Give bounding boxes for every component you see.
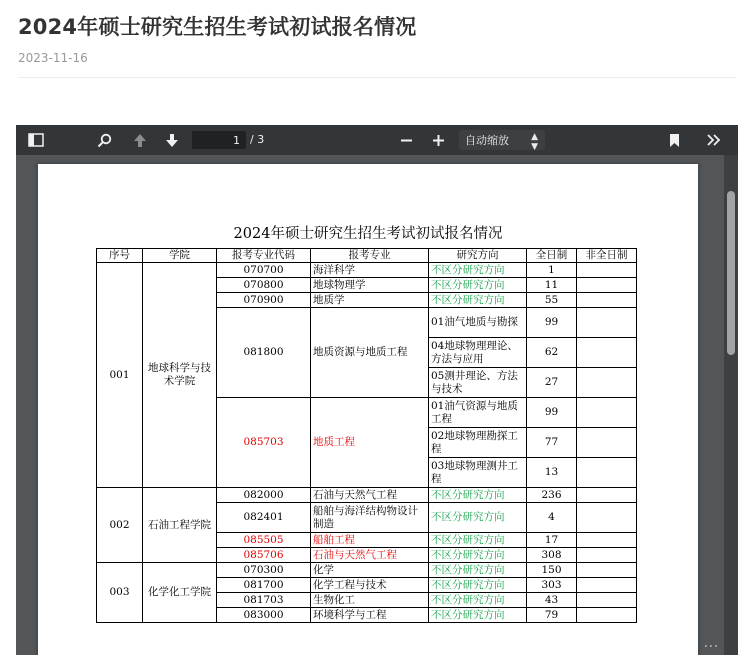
parttime-count [577,608,637,623]
major-code: 083000 [217,608,311,623]
find-button[interactable] [94,130,114,150]
header-cell: 报考专业代码 [217,249,311,263]
major-name: 化学 [311,563,429,578]
parttime-count [577,338,637,368]
major-name: 化学工程与技术 [311,578,429,593]
parttime-count [577,533,637,548]
parttime-count [577,503,637,533]
research-direction: 不区分研究方向 [429,503,527,533]
parttime-count [577,563,637,578]
fulltime-count: 150 [527,563,577,578]
arrow-down-icon [165,133,179,148]
pdf-toolbar [16,125,738,155]
fulltime-count: 308 [527,548,577,563]
major-name: 地质资源与地质工程 [311,308,429,398]
research-direction: 不区分研究方向 [429,578,527,593]
fulltime-count: 11 [527,278,577,293]
parttime-count [577,488,637,503]
research-direction: 不区分研究方向 [429,608,527,623]
research-direction: 01油气地质与勘探 [429,308,527,338]
table-header-row [97,249,637,263]
next-page-button[interactable] [162,130,182,150]
parttime-count [577,548,637,563]
article-title: 2024年硕士研究生招生考试初试报名情况 [18,15,417,39]
major-name: 地质工程 [311,398,429,488]
major-name: 生物化工 [311,593,429,608]
research-direction: 不区分研究方向 [429,593,527,608]
major-code: 082000 [217,488,311,503]
zoom-select[interactable] [459,130,545,150]
plus-icon [432,134,445,147]
research-direction: 不区分研究方向 [429,278,527,293]
arrow-up-icon [133,133,147,148]
fulltime-count: 99 [527,398,577,428]
major-code: 085703 [217,398,311,488]
scrollbar-thumb[interactable] [727,191,735,355]
major-code: 082401 [217,503,311,533]
row-number: 002 [97,488,143,563]
header-cell: 学院 [143,249,217,263]
research-direction: 不区分研究方向 [429,488,527,503]
article-date: 2023-11-16 [18,51,88,65]
fulltime-count: 99 [527,308,577,338]
divider [18,77,736,78]
search-icon [97,133,112,148]
admissions-table [96,248,637,623]
fulltime-count: 17 [527,533,577,548]
page-total: / 3 [250,133,265,146]
zoom-in-button[interactable] [428,130,448,150]
major-code: 081703 [217,593,311,608]
header-cell: 非全日制 [577,249,637,263]
college-name: 地球科学与技术学院 [143,263,217,488]
scrollbar-track[interactable] [724,155,738,655]
header-cell: 研究方向 [429,249,527,263]
parttime-count [577,278,637,293]
parttime-count [577,428,637,458]
fulltime-count: 236 [527,488,577,503]
major-code: 070900 [217,293,311,308]
research-direction: 02地球物理勘探工程 [429,428,527,458]
parttime-count [577,263,637,278]
bookmark-button[interactable] [664,130,684,150]
parttime-count [577,578,637,593]
fulltime-count: 55 [527,293,577,308]
fulltime-count: 27 [527,368,577,398]
header-cell: 全日制 [527,249,577,263]
header-cell: 序号 [97,249,143,263]
double-chevron-icon [706,133,722,147]
header-cell: 报考专业 [311,249,429,263]
fulltime-count: 62 [527,338,577,368]
zoom-value: 自动缩放 [465,134,509,147]
parttime-count [577,293,637,308]
fulltime-count: 43 [527,593,577,608]
major-code: 070800 [217,278,311,293]
research-direction: 不区分研究方向 [429,293,527,308]
major-name: 地球物理学 [311,278,429,293]
parttime-count [577,368,637,398]
major-name: 海洋科学 [311,263,429,278]
research-direction: 05测井理论、方法与技术 [429,368,527,398]
fulltime-count: 303 [527,578,577,593]
research-direction: 不区分研究方向 [429,563,527,578]
major-code: 081700 [217,578,311,593]
fulltime-count: 77 [527,428,577,458]
college-name: 石油工程学院 [143,488,217,563]
research-direction: 03地球物理测井工程 [429,458,527,488]
pdf-page [38,164,698,655]
research-direction: 不区分研究方向 [429,548,527,563]
zoom-out-button[interactable] [396,130,416,150]
previous-page-button[interactable] [130,130,150,150]
table-row [97,488,637,503]
major-code: 085706 [217,548,311,563]
toggle-sidebar-button[interactable] [26,130,46,150]
major-code: 070700 [217,263,311,278]
fulltime-count: 79 [527,608,577,623]
watermark: … [704,633,720,651]
major-name: 石油与天然气工程 [311,488,429,503]
major-name: 石油与天然气工程 [311,548,429,563]
major-name: 地质学 [311,293,429,308]
research-direction: 01油气资源与地质工程 [429,398,527,428]
page-number-input[interactable] [192,131,246,149]
research-direction: 不区分研究方向 [429,533,527,548]
major-name: 环境科学与工程 [311,608,429,623]
fulltime-count: 1 [527,263,577,278]
major-code: 085505 [217,533,311,548]
tools-button[interactable] [704,130,724,150]
fulltime-count: 4 [527,503,577,533]
major-code: 081800 [217,308,311,398]
research-direction: 不区分研究方向 [429,263,527,278]
fulltime-count: 13 [527,458,577,488]
major-code: 070300 [217,563,311,578]
table-row [97,263,637,278]
row-number: 003 [97,563,143,623]
research-direction: 04地球物理理论、方法与应用 [429,338,527,368]
minus-icon [400,134,413,147]
row-number: 001 [97,263,143,488]
parttime-count [577,308,637,338]
major-name: 船舶工程 [311,533,429,548]
updown-caret-icon: ▲ ▼ [531,132,538,152]
pdf-viewer [16,125,738,655]
college-name: 化学化工学院 [143,563,217,623]
table-row [97,563,637,578]
parttime-count [577,398,637,428]
document-title: 2024年硕士研究生招生考试初试报名情况 [233,226,503,242]
bookmark-icon [669,133,680,148]
major-name: 船舶与海洋结构物设计制造 [311,503,429,533]
parttime-count [577,458,637,488]
parttime-count [577,593,637,608]
sidebar-icon [28,133,44,147]
